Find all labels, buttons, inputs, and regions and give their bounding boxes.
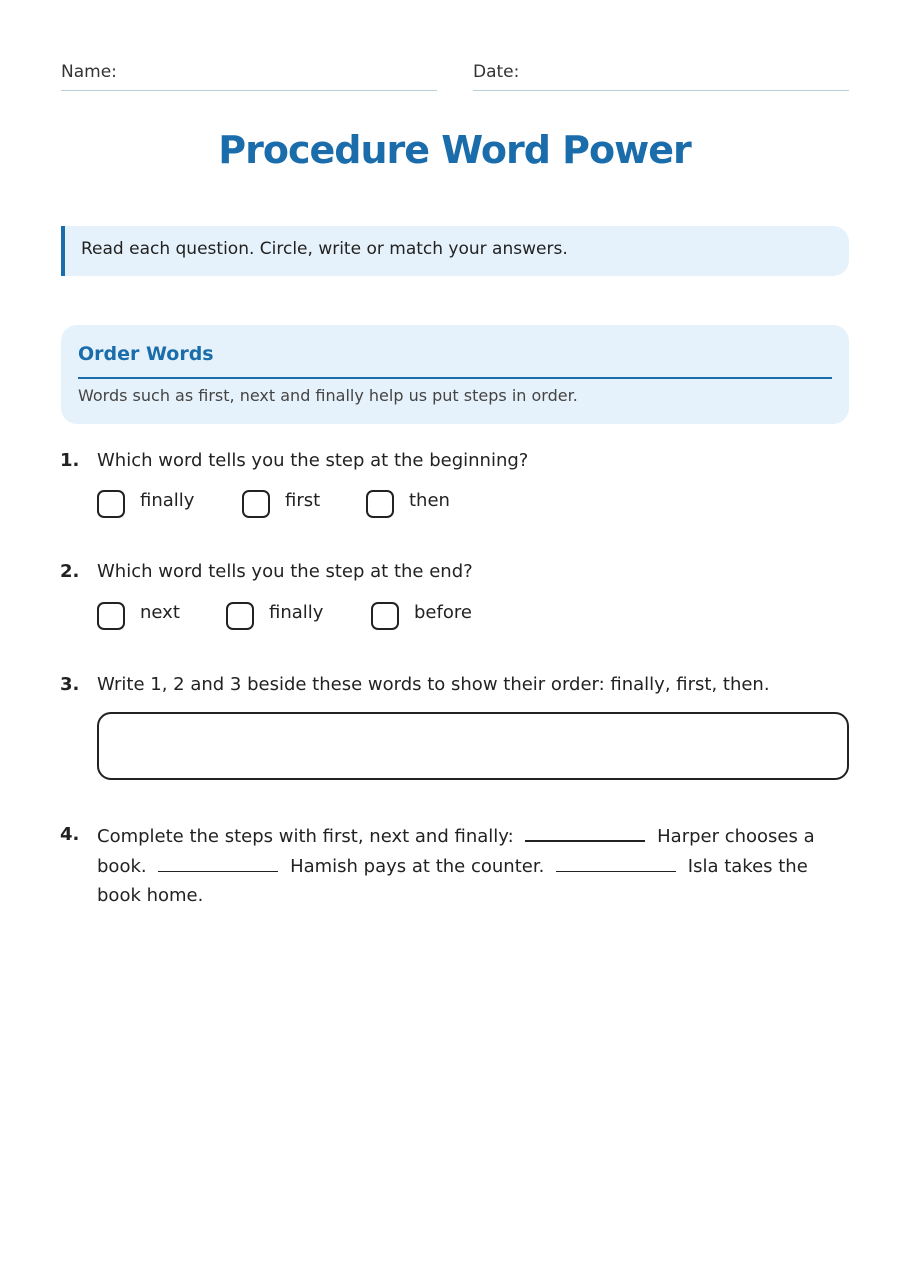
section-title: Order Words bbox=[78, 343, 214, 365]
blank-1[interactable] bbox=[525, 822, 645, 842]
date-line bbox=[473, 90, 849, 91]
section-description: Words such as first, next and finally help us put steps in order. bbox=[78, 386, 578, 405]
name-line bbox=[61, 90, 437, 91]
option-label: then bbox=[409, 490, 450, 511]
option-label: before bbox=[414, 602, 472, 623]
instructions-text: Read each question. Circle, write or match your answers. bbox=[81, 239, 568, 259]
name-field[interactable] bbox=[61, 62, 437, 82]
section-divider bbox=[78, 377, 832, 379]
checkbox[interactable] bbox=[97, 602, 125, 630]
step-3-text: Isla takes the book home. bbox=[97, 855, 808, 906]
question-2-number: 2. bbox=[60, 561, 80, 582]
blank-3[interactable] bbox=[556, 853, 676, 872]
page-title: Procedure Word Power bbox=[218, 128, 691, 172]
instructions-banner bbox=[61, 226, 849, 276]
question-3-number: 3. bbox=[60, 674, 80, 695]
question-1-text: Which word tells you the step at the beginning? bbox=[97, 450, 529, 471]
checkbox[interactable] bbox=[371, 602, 399, 630]
option-label: finally bbox=[140, 490, 195, 511]
checkbox[interactable] bbox=[242, 490, 270, 518]
blank-2[interactable] bbox=[158, 853, 278, 872]
date-field[interactable] bbox=[473, 62, 849, 82]
question-2-text: Which word tells you the step at the end? bbox=[97, 561, 473, 582]
answer-box[interactable] bbox=[97, 712, 849, 780]
name-label: Name: bbox=[61, 62, 117, 82]
question-4-text bbox=[97, 822, 857, 911]
step-1-text: Harper chooses a book. bbox=[97, 826, 815, 877]
question-1-number: 1. bbox=[60, 450, 80, 471]
section-order-words bbox=[61, 325, 849, 424]
date-label: Date: bbox=[473, 62, 520, 82]
option-label: finally bbox=[269, 602, 324, 623]
checkbox[interactable] bbox=[366, 490, 394, 518]
question-3-text: Write 1, 2 and 3 beside these words to show their order: finally, first, then. bbox=[97, 674, 770, 695]
checkbox[interactable] bbox=[226, 602, 254, 630]
checkbox[interactable] bbox=[97, 490, 125, 518]
step-2-text: Hamish pays at the counter. bbox=[290, 855, 545, 877]
option-label: next bbox=[140, 602, 180, 623]
question-4-number: 4. bbox=[60, 824, 80, 845]
question-4-intro: Complete the steps with first, next and finally: bbox=[97, 826, 514, 847]
option-label: first bbox=[285, 490, 321, 511]
